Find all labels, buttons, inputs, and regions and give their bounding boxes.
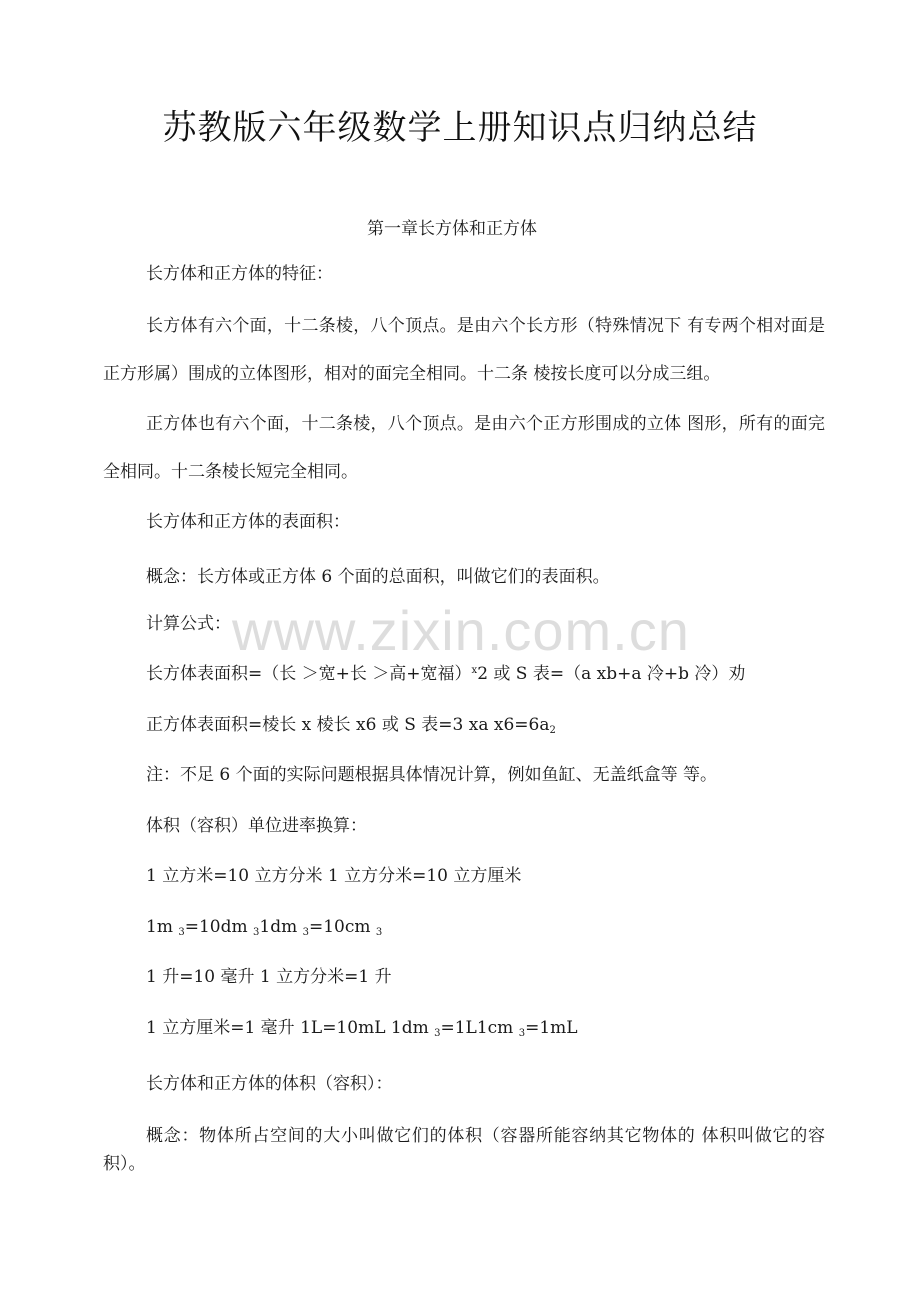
unit-text: =1mL [525,1018,578,1038]
unit-conversion-line-4 [146,1018,826,1041]
section-heading-volume: 长方体和正方体的体积（容积）： [146,1074,393,1094]
unit-text: =10dm [184,917,254,937]
unit-exponent: 3 [253,927,260,938]
formula-cube [146,715,826,738]
unit-conversion-line-2 [146,917,826,940]
document-title: 苏教版六年级数学上册知识点归纳总结 [162,108,758,148]
unit-exponent: 3 [302,927,309,938]
unit-exponent: 3 [375,927,383,938]
paragraph-cube: 正方体也有六个面，十二条棱，八个顶点。是由六个正方形围成的立体 图形，所有的面完全相同。十二条棱长短完全相同。 [103,414,825,482]
unit-text: =1L1cm [440,1018,519,1038]
surface-area-concept: 概念：长方体或正方体 6 个面的总面积，叫做它们的表面积。 [146,567,610,587]
unit-conversion-line-3: 1 升=10 毫升 1 立方分米=1 升 [146,967,392,987]
section-heading-surface: 长方体和正方体的表面积： [146,512,350,532]
section-heading-units: 体积（容积）单位进率换算： [146,816,367,836]
formula-cuboid-part2: 2 或 S 表=（a xb+a 冷+b 冷）劝 [477,664,746,684]
formula-cube-text: 正方体表面积=棱长 x 棱长 x6 或 S 表=3 xa x6=6a [146,715,550,735]
paragraph-cuboid: 长方体有六个面，十二条棱，八个顶点。是由六个长方形（特殊情况下 有专两个相对面是正方形属）围成的立体图形，相对的面完全相同。十二条 棱按长度可以分成三组。 [103,316,825,384]
unit-exponent: 3 [178,927,185,938]
unit-text: 1m [146,917,179,937]
chapter-heading: 第一章长方体和正方体 [367,219,537,239]
formula-cuboid [146,664,826,687]
unit-text: 1 立方厘米=1 毫升 1L=10mL 1dm [146,1018,435,1038]
volume-concept: 概念：物体所占空间的大小叫做它们的体积（容器所能容纳其它物体的 体积叫做它的容积）。 [103,1126,825,1174]
unit-exponent: 3 [518,1028,526,1039]
note-paragraph: 注：不足 6 个面的实际问题根据具体情况计算，例如鱼缸、无盖纸盒等 等。 [146,765,718,785]
unit-text: =10cm [309,917,376,937]
formula-cuboid-sup: x [471,665,478,676]
formula-heading: 计算公式： [146,614,231,634]
unit-conversion-line-1: 1 立方米=10 立方分米 1 立方分米=10 立方厘米 [146,866,522,886]
watermark: www.zixin.com.cn [232,599,690,662]
unit-exponent: 3 [434,1028,441,1039]
formula-cuboid-part1: 长方体表面积=（长 ＞宽+长 ＞高+宽福） [146,664,472,684]
unit-text: 1dm [259,917,303,937]
section-heading-features: 长方体和正方体的特征： [146,264,333,284]
formula-cube-sub: 2 [549,725,556,736]
